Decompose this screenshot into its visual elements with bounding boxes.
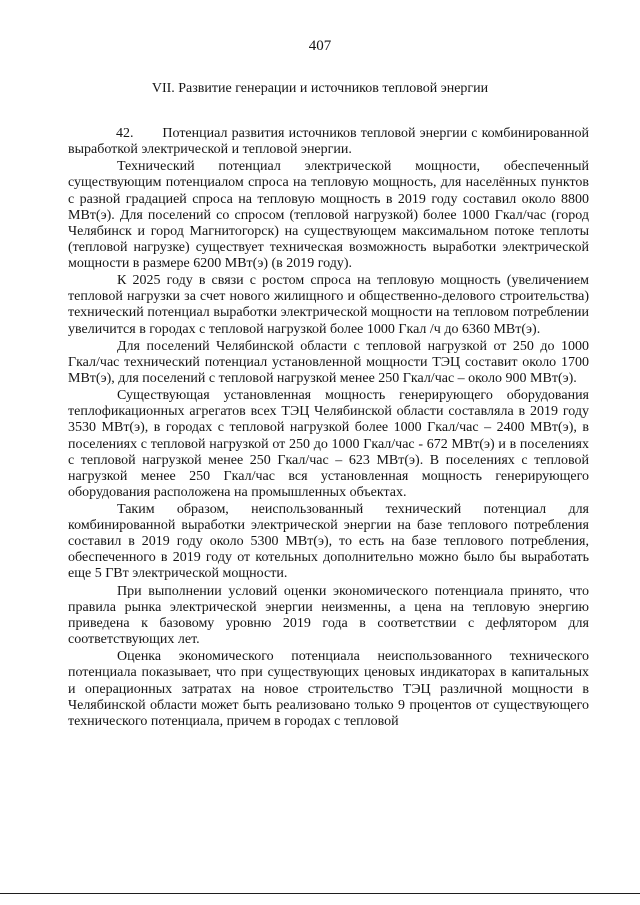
- section-heading: VII. Развитие генерации и источников тепловой энергии: [151, 81, 489, 96]
- paragraph-installed-capacity: Существующая установленная мощность генерирующего оборудования теплофикационных агрегатов всех ТЭЦ Челябинской области составляла в 2019 году 3530 МВт(э), в городах с тепловой нагрузкой более 1000 Гкал/час – 2400 МВт(э), в поселениях с тепловой нагрузкой от 250 до 1000 Гкал/час - 672 МВт(э) и в поселениях с тепловой нагрузкой менее 250 Гкал/час – 623 МВт(э). В поселениях с тепловой нагрузкой менее 250 Гкал/час вся установленная мощность генерирующего оборудования расположена на промышленных объектах.: [68, 388, 589, 500]
- paragraph-small-settlements: Для поселений Челябинской области с тепловой нагрузкой от 250 до 1000 Гкал/час технический потенциал установленной мощности ТЭЦ составит около 1700 МВт(э), для поселений с тепловой нагрузкой менее 250 Гкал/час – около 900 МВт(э).: [68, 338, 589, 386]
- bottom-divider: [0, 893, 640, 894]
- page-number: 407: [308, 38, 332, 54]
- paragraph-technical-potential: Технический потенциал электрической мощности, обеспеченный существующим потенциалом спроса на тепловую мощность, для населённых пунктов с разной градацией спроса на тепловую мощность в 2019 году составил около 8800 МВт(э). Для поселений со спросом (тепловой нагрузкой) более 1000 Гкал/час (город Челябинск и город Магнитогорск) на существующем максимальном потоке теплоты (тепловой нагрузке) существует техническая возможность выработки электрической мощности в размере 6200 МВт(э) (в 2019 году).: [68, 159, 589, 271]
- body-text: [68, 126, 589, 731]
- paragraph-economic-assessment: Оценка экономического потенциала неиспользованного технического потенциала показывает, что при существующих ценовых индикаторах в капитальных и операционных затратах на новое строительство ТЭЦ различной мощности в Челябинской области может быть реализовано только 9 процентов от существующего технического потенциала, причем в городах с тепловой: [68, 649, 589, 729]
- paragraph-item-42: 42. Потенциал развития источников тепловой энергии с комбинированной выработкой электрической и тепловой энергии.: [68, 126, 589, 158]
- paragraph-assessment-conditions: При выполнении условий оценки экономического потенциала принято, что правила рынка электрической энергии неизменны, а цена на тепловую энергию приведена к базовому уровню 2019 года в соответствии с дефлятором для соответствующих лет.: [68, 583, 589, 648]
- paragraph-unused-potential: Таким образом, неиспользованный технический потенциал для комбинированной выработки электрической энергии на базе теплового потребления составил в 2019 году около 5300 МВт(э), то есть на базе теплового потребления, обеспеченного в 2019 году от котельных дополнительно можно было бы выработать еще 5 ГВт электрической мощности.: [68, 502, 589, 582]
- paragraph-2025-forecast: К 2025 году в связи с ростом спроса на тепловую мощность (увеличением тепловой нагрузки за счет нового жилищного и общественно-делового строительства) технический потенциал выработки электрической мощности на тепловом потреблении увеличится в городах с тепловой нагрузкой более 1000 Гкал /ч до 6360 МВт(э).: [68, 273, 589, 337]
